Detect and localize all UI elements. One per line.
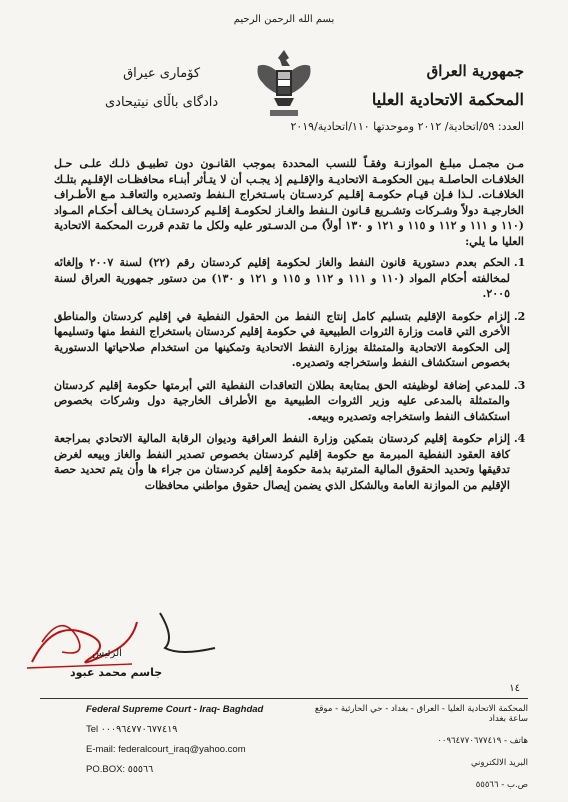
decision-item: 3. للمدعي إضافة لوظيفته الحق بمتابعة بطلان التعاقدات النفطية التي أبرمتها حكومة إقليم كردستان والمتمثلة بالمدعى عليه وزير الثروات الطبيعية مع الأطراف الخارجية دول وشركات بخصوص استكشاف النفط واستخراجه وتصديره وبيعه. bbox=[54, 378, 510, 425]
court-name-ku: دادگاى باڵاى نيتيحادى bbox=[105, 95, 219, 110]
footer-phone-ar: هاتف - ٠٠٩٦٤٧٧٠٦٧٧٤١٩ bbox=[437, 736, 528, 746]
signature-block bbox=[0, 600, 568, 690]
country-name-ku: كۆمارى عيراق bbox=[123, 66, 201, 81]
footer-tel-en: Tel ٠٠٠٩٦٤٧٧٠٦٧٧٤١٩ bbox=[86, 724, 178, 735]
footer-pobox-ar: ص.ب - ٥٥٥٦٦ bbox=[475, 780, 528, 790]
page-number: ١٤ bbox=[509, 683, 520, 694]
decision-item: 1. الحكم بعدم دستورية قانون النفط والغاز لحكومة إقليم كردستان رقم (٢٢) لسنة ٢٠٠٧ وإلغائه لمخالفته أحكام المواد (١١٠ و ١١١ و ١١٢ و ١١٥ و ١٢١ و ١٣٠) من دستور جمهورية العراق لسنة ٢٠٠٥. bbox=[54, 255, 510, 302]
country-name-ar: جمهورية العراق bbox=[426, 62, 524, 80]
ruling-body bbox=[54, 156, 524, 500]
header-kurdish bbox=[105, 66, 218, 110]
footer-court-en: Federal Supreme Court - Iraq- Baghdad bbox=[86, 704, 264, 715]
footer-email-label-ar: البريد الالكتروني bbox=[470, 758, 528, 768]
decision-list bbox=[54, 255, 524, 493]
footer-divider bbox=[40, 698, 528, 699]
president-name: جاسم محمد عبود bbox=[70, 666, 163, 679]
footer-email-en: E-mail: federalcourt_iraq@yahoo.com bbox=[86, 744, 246, 755]
footer-english bbox=[86, 704, 263, 784]
court-name-ar: المحكمة الاتحادية العليا bbox=[371, 90, 524, 109]
basmala: بسم الله الرحمن الرحيم bbox=[233, 14, 335, 25]
footer-address-ar: المحكمة الاتحادية العليا - العراق - بغداد - حي الحارثية - موقع ساعة بغداد bbox=[314, 704, 528, 724]
iraq-eagle-emblem bbox=[252, 44, 316, 126]
header-arabic bbox=[372, 62, 524, 109]
decision-item: 2. إلزام حكومة الإقليم بتسليم كامل إنتاج النفط من الحقول النفطية في إقليم كردستان والمناطق الأخرى التي قامت وزارة الثروات الطبيعية في حكومة إقليم كردستان باستخراج النفط منها وتسليمها إلى الحكومة الاتحادية والمتمثلة بوزارة النفط الاتحادية وتمكينها من استخدام صلاحياتها الدستورية بخصوص استكشاف النفط واستخراجه وتصديره. bbox=[54, 309, 510, 371]
decision-item: 4. إلزام حكومة إقليم كردستان بتمكين وزارة النفط العراقية وديوان الرقابة المالية الاتحادي بمراجعة كافة العقود النفطية المبرمة مع حكومة إقليم كردستان بخصوص تصدير النفط والغاز وبيعه لغرض تدقيقها وتحديد الحقوق المالية المترتبة بذمة حكومة إقليم كردستان من جراء ها وأن يتم تحديد حصة الإقليم من الموازنة العامة وبالشكل الذي يضمن إيصال حقوق مواطني محافظات bbox=[54, 431, 510, 493]
president-title: الرئيس bbox=[92, 648, 122, 659]
intro-paragraph: مـن مجمـل مبلـغ الموازنـة وفقـاً للنسب المحددة بموجب القانـون دون تطبيـق ذلـك علـى حـل الخلافـات الحاصلـة بـين الحكومـة الاتحاديـة والإقلـيم إذ يجـب أن لا يتـأثر أبنـاء محافظـات الإقلـيم بتلـك الخلافـات. لـذا فـإن قيـام حكومـة إقلـيم كردسـتان باسـتخراج الـنفط وتصديره والتعاقـد مـع الأطـراف الخارجيـة دولاً وشـركات وتشـريع قـانون الـنفط والغـاز لحكومـة إقلـيم كردستـان يخـالف أحكـام المـواد (١١٠ و ١١١ و ١١٢ و ١١٥ و ١٢١ و ١٣٠ أولاً) مـن الدسـتور عليه ولكل ما تقدم قررت المحكمة الاتحادية العليا ما يلي: bbox=[54, 157, 525, 248]
footer-arabic bbox=[308, 704, 528, 802]
secondary-signature bbox=[150, 608, 225, 658]
reference-number: العدد: ٥٩/اتحادية/ ٢٠١٢ وموحدتها ١١٠/اتحادية/٢٠١٩ bbox=[290, 120, 524, 133]
handwritten-signature bbox=[22, 602, 142, 672]
footer-pobox-en: PO.BOX: ٥٥٥٦٦ bbox=[86, 764, 154, 775]
